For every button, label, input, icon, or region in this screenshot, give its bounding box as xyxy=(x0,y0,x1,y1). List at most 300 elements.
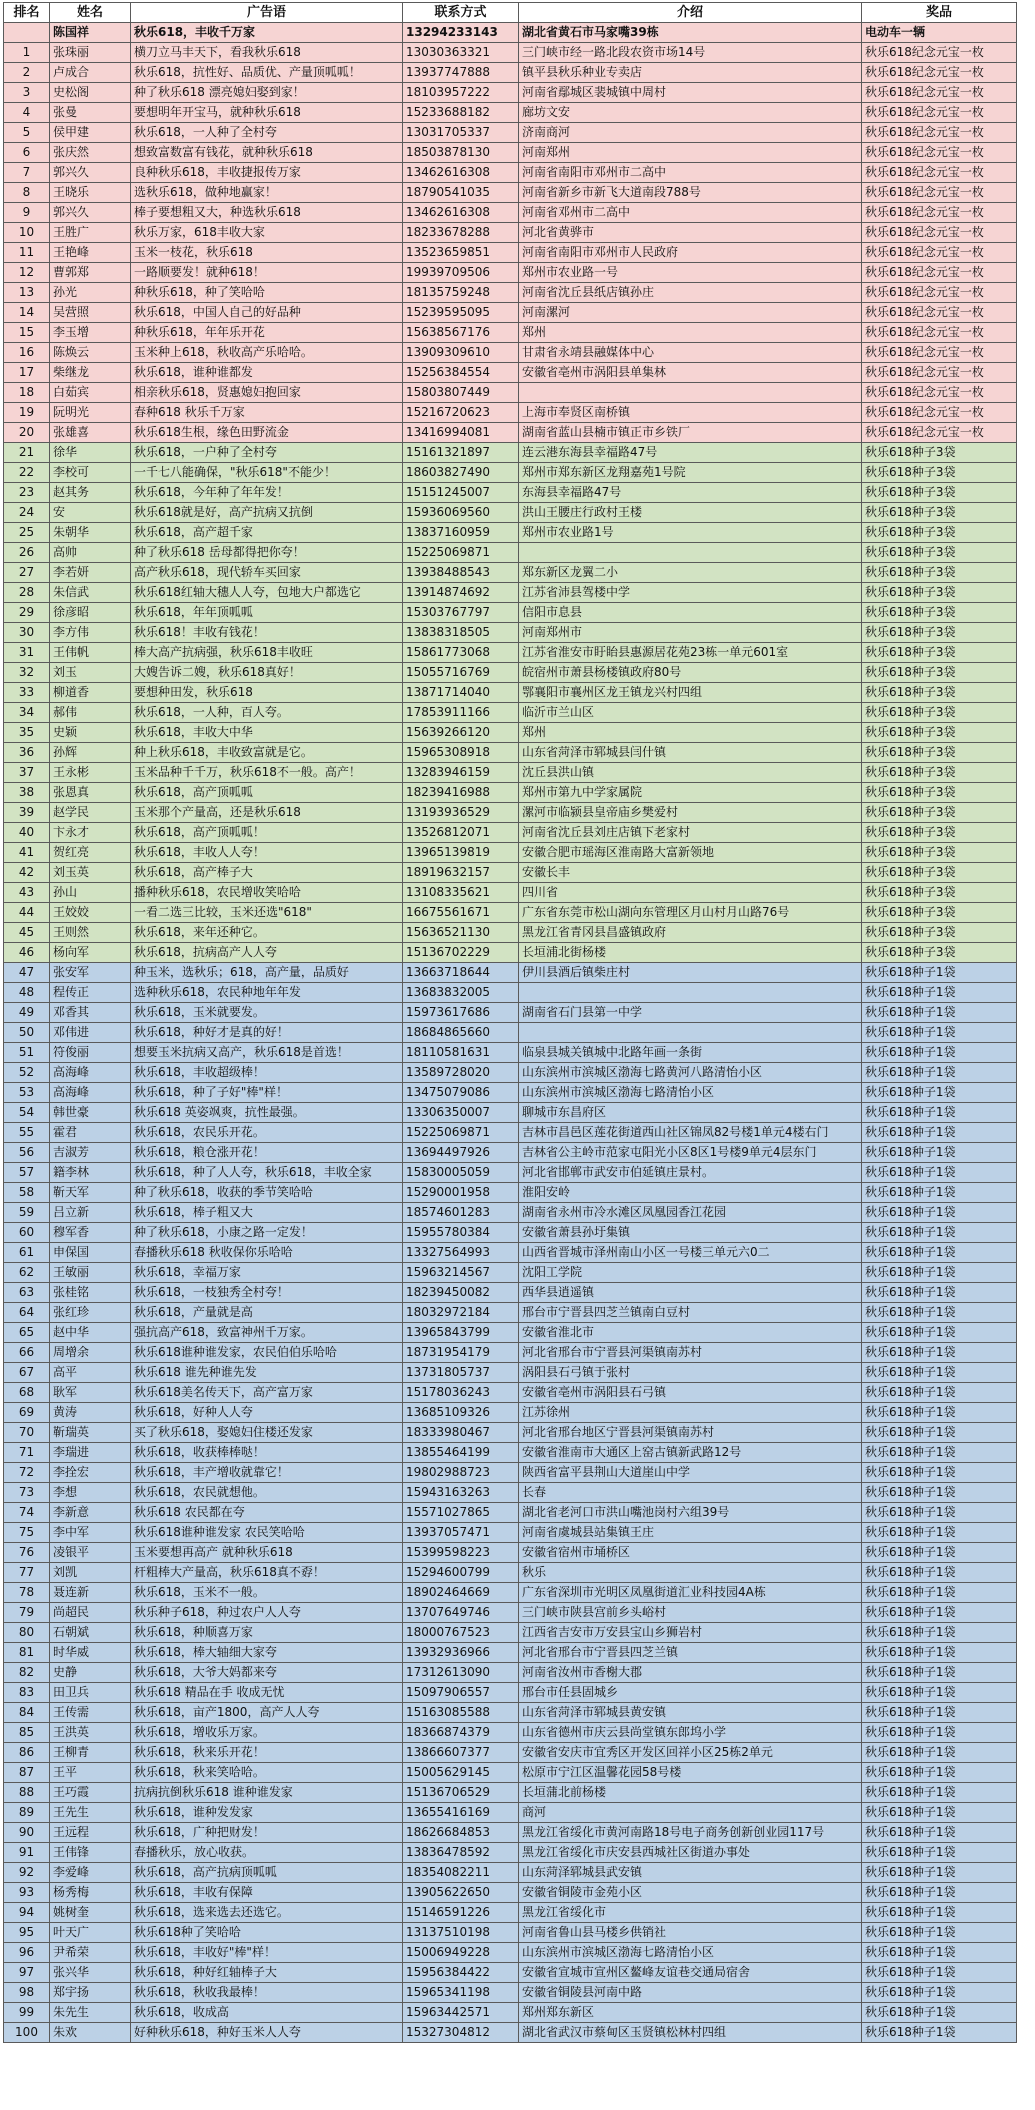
prize-cell: 秋乐618种子1袋 xyxy=(862,2003,1017,2023)
table-row xyxy=(4,2003,1017,2023)
intro-cell: 河南省鲁山县马楼乡供销社 xyxy=(519,1923,862,1943)
prize-cell: 秋乐618种子1袋 xyxy=(862,1723,1017,1743)
slogan-cell: 秋乐618，产量就是高 xyxy=(131,1303,403,1323)
slogan-cell: 种秋乐618，种了笑哈哈 xyxy=(131,283,403,303)
contact-cell: 19939709506 xyxy=(403,263,519,283)
intro-cell: 安徽省淮南市大通区上窑古镇新武路12号 xyxy=(519,1443,862,1463)
intro-cell: 安徽省萧县孙圩集镇 xyxy=(519,1223,862,1243)
slogan-cell: 春种618 秋乐千万家 xyxy=(131,403,403,423)
contact-cell: 18902464669 xyxy=(403,1583,519,1603)
intro-cell: 河北省邯郸市武安市伯延镇庄景村。 xyxy=(519,1163,862,1183)
slogan-cell: 好种秋乐618，种好玉米人人夸 xyxy=(131,2023,403,2043)
intro-cell: 连云港东海县幸福路47号 xyxy=(519,443,862,463)
name-cell: 叶天广 xyxy=(50,1923,131,1943)
prize-cell: 秋乐618种子3袋 xyxy=(862,483,1017,503)
intro-cell: 郑州市农业路一号 xyxy=(519,263,862,283)
name-cell: 韩世豪 xyxy=(50,1103,131,1123)
table-row xyxy=(4,1083,1017,1103)
name-cell: 王远程 xyxy=(50,1823,131,1843)
rank-cell: 99 xyxy=(4,2003,50,2023)
name-cell: 史松阁 xyxy=(50,83,131,103)
table-row xyxy=(4,323,1017,343)
name-cell: 张庆然 xyxy=(50,143,131,163)
table-row xyxy=(4,1483,1017,1503)
slogan-cell: 棒大高产抗病强，秋乐618丰收旺 xyxy=(131,643,403,663)
slogan-cell: 一千七八能确保，"秋乐618"不能少！ xyxy=(131,463,403,483)
rank-cell: 81 xyxy=(4,1643,50,1663)
slogan-cell: 一看二选三比较，玉米还选"618" xyxy=(131,903,403,923)
rank-cell: 95 xyxy=(4,1923,50,1943)
contact-cell: 13838318505 xyxy=(403,623,519,643)
table-row xyxy=(4,1323,1017,1343)
table-row xyxy=(4,1763,1017,1783)
contact-cell: 15216720623 xyxy=(403,403,519,423)
rank-cell: 1 xyxy=(4,43,50,63)
slogan-cell: 种了秋乐618，收获的季节笑哈哈 xyxy=(131,1183,403,1203)
intro-cell: 河南省南阳市邓州市二高中 xyxy=(519,163,862,183)
slogan-cell: 秋乐618，棒子粗又大 xyxy=(131,1203,403,1223)
header-name: 姓名 xyxy=(50,3,131,23)
prize-cell: 秋乐618种子1袋 xyxy=(862,1843,1017,1863)
contact-cell: 19802988723 xyxy=(403,1463,519,1483)
contact-cell: 18354082211 xyxy=(403,1863,519,1883)
intro-cell: 吉林市昌邑区莲花街道西山社区锦凤82号楼1单元4楼右门 xyxy=(519,1123,862,1143)
intro-cell xyxy=(519,983,862,1003)
name-cell: 王敏丽 xyxy=(50,1263,131,1283)
rank-cell: 83 xyxy=(4,1683,50,1703)
prize-cell: 秋乐618种子3袋 xyxy=(862,723,1017,743)
table-row xyxy=(4,723,1017,743)
slogan-cell: 秋乐618，玉米就要发。 xyxy=(131,1003,403,1023)
prize-cell: 秋乐618种子3袋 xyxy=(862,663,1017,683)
slogan-cell: 秋乐618，丰收人人夸！ xyxy=(131,843,403,863)
name-cell: 杨秀梅 xyxy=(50,1883,131,1903)
contact-cell: 13526812071 xyxy=(403,823,519,843)
prize-cell: 秋乐618种子1袋 xyxy=(862,1423,1017,1443)
contact-cell: 18919632157 xyxy=(403,863,519,883)
name-cell: 王传需 xyxy=(50,1703,131,1723)
name-cell: 陈国祥 xyxy=(50,23,131,43)
intro-cell: 河南省鄢城区裴城镇中周村 xyxy=(519,83,862,103)
prize-cell: 秋乐618纪念元宝一枚 xyxy=(862,403,1017,423)
slogan-cell: 秋乐618，高产顶呱呱 xyxy=(131,783,403,803)
table-row xyxy=(4,1923,1017,1943)
prize-cell: 秋乐618纪念元宝一枚 xyxy=(862,263,1017,283)
prize-cell: 秋乐618种子3袋 xyxy=(862,583,1017,603)
intro-cell: 河南漯河 xyxy=(519,303,862,323)
slogan-cell: 相亲秋乐618，贤惠媳妇抱回家 xyxy=(131,383,403,403)
contact-cell: 13905622650 xyxy=(403,1883,519,1903)
contact-cell: 17853911166 xyxy=(403,703,519,723)
intro-cell: 商河 xyxy=(519,1803,862,1823)
prize-cell: 秋乐618种子1袋 xyxy=(862,1603,1017,1623)
slogan-cell: 秋乐618，年年顶呱呱 xyxy=(131,603,403,623)
contact-cell: 18626684853 xyxy=(403,1823,519,1843)
name-cell: 王胜广 xyxy=(50,223,131,243)
slogan-cell: 横刀立马丰天下，看我秋乐618 xyxy=(131,43,403,63)
contact-cell: 18032972184 xyxy=(403,1303,519,1323)
slogan-cell: 秋乐618，一枝独秀全村夸！ xyxy=(131,1283,403,1303)
prize-cell: 秋乐618种子1袋 xyxy=(862,963,1017,983)
name-cell: 阮明光 xyxy=(50,403,131,423)
contact-cell: 15571027865 xyxy=(403,1503,519,1523)
table-row xyxy=(4,843,1017,863)
prize-cell: 秋乐618纪念元宝一枚 xyxy=(862,223,1017,243)
name-cell: 程传正 xyxy=(50,983,131,1003)
table-row xyxy=(4,1743,1017,1763)
rank-cell: 26 xyxy=(4,543,50,563)
table-row xyxy=(4,1523,1017,1543)
rank-cell: 28 xyxy=(4,583,50,603)
prize-cell: 秋乐618种子1袋 xyxy=(862,1403,1017,1423)
contact-cell: 15638567176 xyxy=(403,323,519,343)
prize-cell: 秋乐618种子1袋 xyxy=(862,1683,1017,1703)
slogan-cell: 秋乐618，秋来笑哈哈。 xyxy=(131,1763,403,1783)
rank-cell: 73 xyxy=(4,1483,50,1503)
prize-cell: 秋乐618种子3袋 xyxy=(862,643,1017,663)
prize-cell: 秋乐618纪念元宝一枚 xyxy=(862,83,1017,103)
name-cell: 吕立新 xyxy=(50,1203,131,1223)
prize-cell: 秋乐618纪念元宝一枚 xyxy=(862,143,1017,163)
rank-cell: 48 xyxy=(4,983,50,1003)
slogan-cell: 种秋乐618，年年乐开花 xyxy=(131,323,403,343)
rank-cell: 49 xyxy=(4,1003,50,1023)
contact-cell: 18684865660 xyxy=(403,1023,519,1043)
table-row xyxy=(4,1263,1017,1283)
contact-cell: 15256384554 xyxy=(403,363,519,383)
prize-cell: 秋乐618种子1袋 xyxy=(862,1043,1017,1063)
contact-cell: 13031705337 xyxy=(403,123,519,143)
contact-cell: 13283946159 xyxy=(403,763,519,783)
table-row xyxy=(4,1043,1017,1063)
table-row xyxy=(4,103,1017,123)
intro-cell xyxy=(519,543,862,563)
contact-cell: 15956384422 xyxy=(403,1963,519,1983)
prize-cell: 秋乐618种子1袋 xyxy=(862,1083,1017,1103)
name-cell: 徐华 xyxy=(50,443,131,463)
name-cell: 张雄喜 xyxy=(50,423,131,443)
rank-cell: 59 xyxy=(4,1203,50,1223)
slogan-cell: 秋乐618生根，缘色田野流金 xyxy=(131,423,403,443)
prize-cell: 秋乐618种子1袋 xyxy=(862,1283,1017,1303)
intro-cell: 秋乐 xyxy=(519,1563,862,1583)
contact-cell: 13655416169 xyxy=(403,1803,519,1823)
contact-cell: 13663718644 xyxy=(403,963,519,983)
intro-cell: 郑州市第九中学家属院 xyxy=(519,783,862,803)
intro-cell: 邢台市任县固城乡 xyxy=(519,1683,862,1703)
contact-cell: 13937747888 xyxy=(403,63,519,83)
intro-cell: 黑龙江省绥化市黄河南路18号电子商务创新创业园117号 xyxy=(519,1823,862,1843)
intro-cell: 沈阳工学院 xyxy=(519,1263,862,1283)
table-row xyxy=(4,383,1017,403)
slogan-cell: 棒子要想粗又大，种选秋乐618 xyxy=(131,203,403,223)
name-cell: 姚树奎 xyxy=(50,1903,131,1923)
table-row xyxy=(4,1383,1017,1403)
prize-cell: 秋乐618种子3袋 xyxy=(862,843,1017,863)
intro-cell: 安徽合肥市瑶海区淮南路大富新领地 xyxy=(519,843,862,863)
intro-cell: 郑东新区龙翼二小 xyxy=(519,563,862,583)
table-row xyxy=(4,803,1017,823)
table-row xyxy=(4,1703,1017,1723)
name-cell: 李校可 xyxy=(50,463,131,483)
intro-cell: 河南省南阳市邓州市人民政府 xyxy=(519,243,862,263)
table-row xyxy=(4,1543,1017,1563)
rank-cell: 6 xyxy=(4,143,50,163)
name-cell: 张红珍 xyxy=(50,1303,131,1323)
rank-cell: 100 xyxy=(4,2023,50,2043)
name-cell: 侯甲建 xyxy=(50,123,131,143)
name-cell: 王平 xyxy=(50,1763,131,1783)
intro-cell: 甘肃省永靖县融媒体中心 xyxy=(519,343,862,363)
prize-cell: 秋乐618种子1袋 xyxy=(862,1763,1017,1783)
contact-cell: 18110581631 xyxy=(403,1043,519,1063)
rank-cell: 4 xyxy=(4,103,50,123)
intro-cell: 河北省邢台市宁晋县河渠镇南苏村 xyxy=(519,1343,862,1363)
slogan-cell: 秋乐618 农民都在夸 xyxy=(131,1503,403,1523)
intro-cell: 鄂襄阳市襄州区龙王镇龙兴村四组 xyxy=(519,683,862,703)
rank-cell: 47 xyxy=(4,963,50,983)
rank-cell: 60 xyxy=(4,1223,50,1243)
contact-cell: 13475079086 xyxy=(403,1083,519,1103)
table-row xyxy=(4,343,1017,363)
name-cell: 凌银平 xyxy=(50,1543,131,1563)
name-cell: 李新意 xyxy=(50,1503,131,1523)
contact-cell: 15233688182 xyxy=(403,103,519,123)
contact-cell: 13589728020 xyxy=(403,1063,519,1083)
rank-cell: 8 xyxy=(4,183,50,203)
intro-cell: 东海县幸福路47号 xyxy=(519,483,862,503)
table-row-featured xyxy=(4,23,1017,43)
rank-cell: 17 xyxy=(4,363,50,383)
prize-cell: 秋乐618种子1袋 xyxy=(862,983,1017,1003)
prize-cell: 秋乐618种子3袋 xyxy=(862,763,1017,783)
intro-cell: 河南省虞城县站集镇王庄 xyxy=(519,1523,862,1543)
prize-cell: 秋乐618种子1袋 xyxy=(862,1543,1017,1563)
rank-cell: 84 xyxy=(4,1703,50,1723)
intro-cell: 江苏省沛县驾楼中学 xyxy=(519,583,862,603)
slogan-cell: 要想明年开宝马，就种秋乐618 xyxy=(131,103,403,123)
slogan-cell: 秋乐618！丰收有钱花！ xyxy=(131,623,403,643)
slogan-cell: 秋乐618红轴大穗人人夸，包地大户都选它 xyxy=(131,583,403,603)
slogan-cell: 良种秋乐618，丰收捷报传万家 xyxy=(131,163,403,183)
table-row xyxy=(4,623,1017,643)
rank-cell: 30 xyxy=(4,623,50,643)
contact-cell: 13871714040 xyxy=(403,683,519,703)
prize-cell: 秋乐618种子3袋 xyxy=(862,863,1017,883)
intro-cell: 上海市奉贤区南桥镇 xyxy=(519,403,862,423)
slogan-cell: 秋乐618，高产超千家 xyxy=(131,523,403,543)
slogan-cell: 秋乐618 谁先种谁先发 xyxy=(131,1363,403,1383)
contact-cell: 18603827490 xyxy=(403,463,519,483)
contact-cell: 18333980467 xyxy=(403,1423,519,1443)
table-row xyxy=(4,523,1017,543)
table-row xyxy=(4,763,1017,783)
name-cell: 高帅 xyxy=(50,543,131,563)
name-cell: 聂连新 xyxy=(50,1583,131,1603)
table-row xyxy=(4,1243,1017,1263)
table-row xyxy=(4,683,1017,703)
name-cell: 田卫兵 xyxy=(50,1683,131,1703)
rank-cell: 34 xyxy=(4,703,50,723)
slogan-cell: 秋乐618，玉米不一般。 xyxy=(131,1583,403,1603)
header-contact: 联系方式 xyxy=(403,3,519,23)
rank-cell: 93 xyxy=(4,1883,50,1903)
rank-cell: 90 xyxy=(4,1823,50,1843)
contact-cell: 13855464199 xyxy=(403,1443,519,1463)
slogan-cell: 播种秋乐618，农民增收笑哈哈 xyxy=(131,883,403,903)
table-row xyxy=(4,263,1017,283)
name-cell: 李玉增 xyxy=(50,323,131,343)
name-cell: 贺红亮 xyxy=(50,843,131,863)
prize-cell: 秋乐618种子3袋 xyxy=(862,503,1017,523)
contact-cell: 18366874379 xyxy=(403,1723,519,1743)
table-row xyxy=(4,163,1017,183)
rank-cell: 25 xyxy=(4,523,50,543)
intro-cell: 郑州郑东新区 xyxy=(519,2003,862,2023)
slogan-cell: 秋乐618，秋来乐开花！ xyxy=(131,1743,403,1763)
rank-cell: 19 xyxy=(4,403,50,423)
name-cell: 霍君 xyxy=(50,1123,131,1143)
name-cell: 李方伟 xyxy=(50,623,131,643)
table-row xyxy=(4,203,1017,223)
table-row xyxy=(4,1363,1017,1383)
prize-cell: 秋乐618纪念元宝一枚 xyxy=(862,343,1017,363)
intro-cell: 涡阳县石弓镇于张村 xyxy=(519,1363,862,1383)
table-row xyxy=(4,1003,1017,1023)
prize-cell: 秋乐618种子1袋 xyxy=(862,2023,1017,2043)
intro-cell: 河南省沈丘县刘庄店镇下老家村 xyxy=(519,823,862,843)
intro-cell: 黑龙江省绥化市 xyxy=(519,1903,862,1923)
name-cell: 张兴华 xyxy=(50,1963,131,1983)
rank-cell: 44 xyxy=(4,903,50,923)
table-row xyxy=(4,1603,1017,1623)
rank-cell: 38 xyxy=(4,783,50,803)
rank-cell: 72 xyxy=(4,1463,50,1483)
prize-cell: 秋乐618纪念元宝一枚 xyxy=(862,323,1017,343)
slogan-cell: 秋乐618，中国人自己的好品种 xyxy=(131,303,403,323)
table-row xyxy=(4,663,1017,683)
contact-cell: 13932936966 xyxy=(403,1643,519,1663)
rank-cell: 27 xyxy=(4,563,50,583)
intro-cell: 聊城市东昌府区 xyxy=(519,1103,862,1123)
rank-cell: 15 xyxy=(4,323,50,343)
table-row xyxy=(4,243,1017,263)
intro-cell: 河南郑州 xyxy=(519,143,862,163)
rank-cell: 29 xyxy=(4,603,50,623)
name-cell: 王先生 xyxy=(50,1803,131,1823)
name-cell: 李若妍 xyxy=(50,563,131,583)
table-row xyxy=(4,403,1017,423)
name-cell: 杨向军 xyxy=(50,943,131,963)
prize-cell: 秋乐618种子3袋 xyxy=(862,803,1017,823)
prize-cell: 秋乐618种子3袋 xyxy=(862,683,1017,703)
contact-cell: 13965843799 xyxy=(403,1323,519,1343)
intro-cell: 广东省深圳市光明区凤凰街道汇业科技园4A栋 xyxy=(519,1583,862,1603)
slogan-cell: 秋乐618，广种把财发！ xyxy=(131,1823,403,1843)
contact-cell: 15290001958 xyxy=(403,1183,519,1203)
rank-cell: 23 xyxy=(4,483,50,503)
contact-cell: 13327564993 xyxy=(403,1243,519,1263)
prize-cell: 秋乐618种子1袋 xyxy=(862,1463,1017,1483)
name-cell: 刘玉 xyxy=(50,663,131,683)
prize-cell: 秋乐618种子1袋 xyxy=(862,1223,1017,1243)
rank-cell: 66 xyxy=(4,1343,50,1363)
rank-cell: 86 xyxy=(4,1743,50,1763)
slogan-cell: 秋乐618 英姿飒爽，抗性最强。 xyxy=(131,1103,403,1123)
prize-cell: 秋乐618种子1袋 xyxy=(862,1903,1017,1923)
contact-cell: 15955780384 xyxy=(403,1223,519,1243)
prize-cell: 秋乐618种子3袋 xyxy=(862,603,1017,623)
slogan-cell: 秋乐618，种了人人夸，秋乐618，丰收全家 xyxy=(131,1163,403,1183)
prize-cell: 秋乐618种子3袋 xyxy=(862,903,1017,923)
intro-cell: 济南商河 xyxy=(519,123,862,143)
contact-cell: 15225069871 xyxy=(403,1123,519,1143)
table-row xyxy=(4,223,1017,243)
table-row xyxy=(4,583,1017,603)
rank-cell: 51 xyxy=(4,1043,50,1063)
prize-cell: 秋乐618种子1袋 xyxy=(862,1743,1017,1763)
rank-cell: 64 xyxy=(4,1303,50,1323)
table-row xyxy=(4,1283,1017,1303)
rank-cell: 54 xyxy=(4,1103,50,1123)
rank-cell: 3 xyxy=(4,83,50,103)
table-row xyxy=(4,503,1017,523)
rank-cell: 63 xyxy=(4,1283,50,1303)
prize-cell: 秋乐618种子1袋 xyxy=(862,1143,1017,1163)
contact-cell: 18239450082 xyxy=(403,1283,519,1303)
table-row xyxy=(4,123,1017,143)
slogan-cell: 秋乐618，今年种了年年发！ xyxy=(131,483,403,503)
rank-cell: 85 xyxy=(4,1723,50,1743)
name-cell: 邓香其 xyxy=(50,1003,131,1023)
slogan-cell: 秋乐618，高产棒子大 xyxy=(131,863,403,883)
slogan-cell: 秋乐618，收获棒棒哒！ xyxy=(131,1443,403,1463)
prize-cell: 秋乐618种子3袋 xyxy=(862,703,1017,723)
slogan-cell: 秋乐618，粮仓涨开花！ xyxy=(131,1143,403,1163)
rank-cell: 21 xyxy=(4,443,50,463)
table-row xyxy=(4,1183,1017,1203)
slogan-cell: 玉米种上618，秋收高产乐哈哈。 xyxy=(131,343,403,363)
rank-cell: 68 xyxy=(4,1383,50,1403)
rank-cell: 92 xyxy=(4,1863,50,1883)
slogan-cell: 秋乐618，抗性好、品质优、产量顶呱呱！ xyxy=(131,63,403,83)
name-cell: 刘凯 xyxy=(50,1563,131,1583)
rank-cell: 42 xyxy=(4,863,50,883)
intro-cell: 山东滨州市滨城区渤海七路清怡小区 xyxy=(519,1943,862,1963)
rank-cell: 39 xyxy=(4,803,50,823)
slogan-cell: 秋乐618，高产抗病顶呱呱 xyxy=(131,1863,403,1883)
table-row xyxy=(4,543,1017,563)
prize-cell: 秋乐618种子1袋 xyxy=(862,1003,1017,1023)
slogan-cell: 秋乐618，高产顶呱呱！ xyxy=(131,823,403,843)
prize-cell: 秋乐618种子1袋 xyxy=(862,1203,1017,1223)
slogan-cell: 秋乐618，收成高 xyxy=(131,2003,403,2023)
table-body xyxy=(4,23,1017,2043)
intro-cell: 廊坊文安 xyxy=(519,103,862,123)
table-row xyxy=(4,563,1017,583)
intro-cell: 黑龙江省绥化市庆安县西城社区街道办事处 xyxy=(519,1843,862,1863)
table-row xyxy=(4,1463,1017,1483)
contact-cell: 18135759248 xyxy=(403,283,519,303)
name-cell: 黄涛 xyxy=(50,1403,131,1423)
prize-cell: 秋乐618种子1袋 xyxy=(862,1183,1017,1203)
slogan-cell: 秋乐618，种好红轴棒子大 xyxy=(131,1963,403,1983)
slogan-cell: 要想种田发，秋乐618 xyxy=(131,683,403,703)
name-cell: 安 xyxy=(50,503,131,523)
name-cell: 郑宇扬 xyxy=(50,1983,131,2003)
slogan-cell: 大嫂告诉二嫂，秋乐618真好！ xyxy=(131,663,403,683)
rank-cell: 79 xyxy=(4,1603,50,1623)
